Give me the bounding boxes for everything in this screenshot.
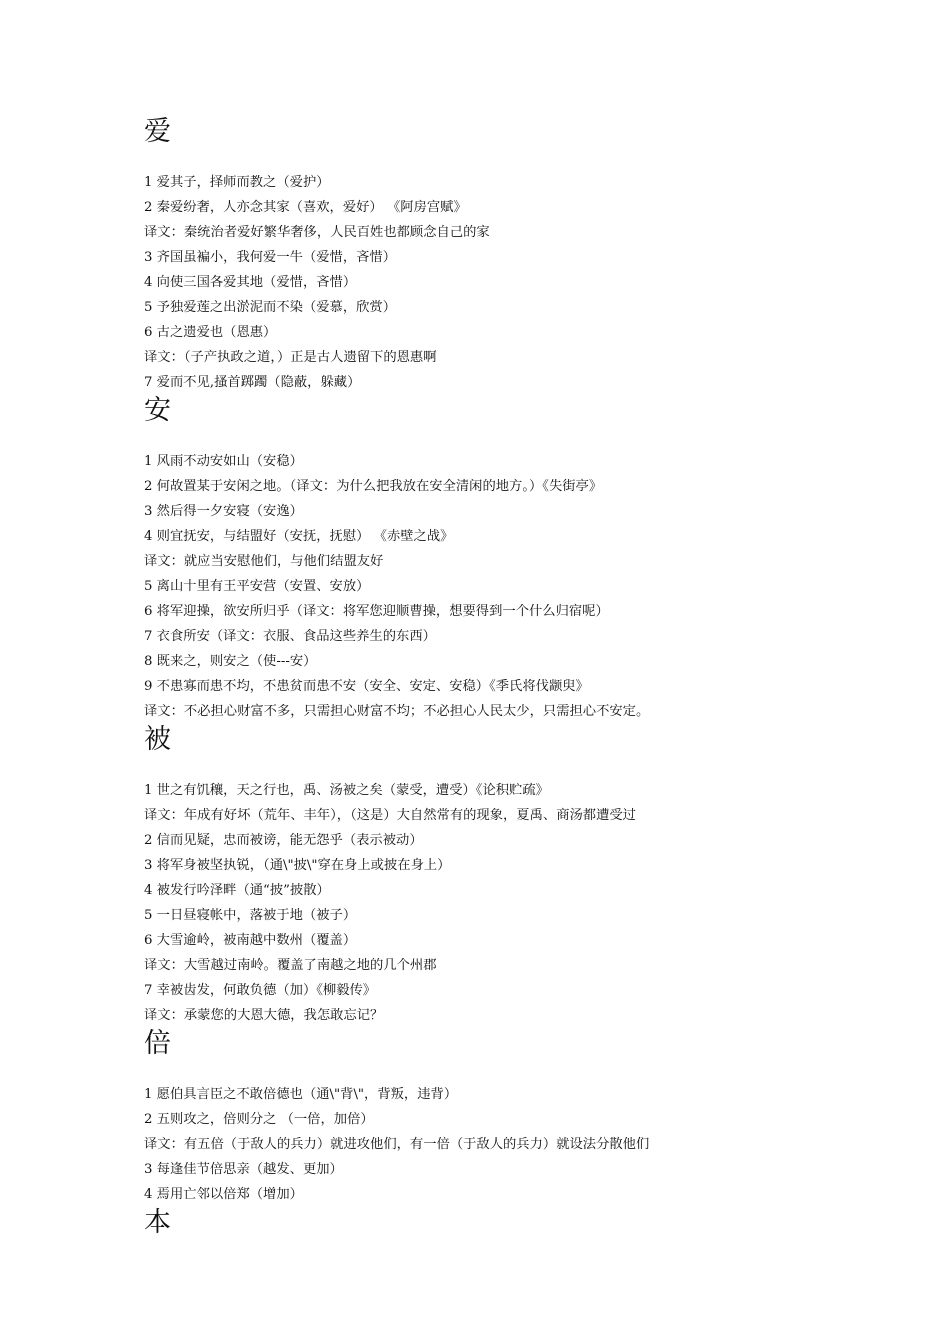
- document-content: [144, 116, 844, 1245]
- entry-line: 1 风雨不动安如山（安稳）: [144, 454, 303, 469]
- section-0: [144, 116, 844, 395]
- entry-line: 1 爱其子，择师而教之（爱护）: [144, 175, 330, 190]
- section-2: [144, 724, 844, 1028]
- entry-line: 3 然后得一夕安寝（安逸）: [144, 504, 303, 519]
- entry-line: 4 则宜抚安，与结盟好（安抚，抚慰） 《赤壁之战》: [144, 529, 454, 544]
- entry-line: 2 何故置某于安闲之地。（译文：为什么把我放在安全清闲的地方。）《失街亭》: [144, 479, 603, 494]
- entry-line: 译文：就应当安慰他们，与他们结盟友好: [144, 554, 384, 569]
- section-heading: 本: [144, 1207, 171, 1238]
- entry-line: 2 信而见疑，忠而被谤，能无怨乎（表示被动）: [144, 833, 423, 848]
- entry-line: 3 齐国虽褊小，我何爱一牛（爱惜，吝惜）: [144, 250, 397, 265]
- entry-list: [144, 449, 844, 724]
- entry-line: 4 被发行吟泽畔（通“披”披散）: [144, 883, 330, 898]
- entry-line: 6 将军迎操，欲安所归乎（译文：将军您迎顺曹操，想要得到一个什么归宿呢）: [144, 604, 609, 619]
- entry-line: 译文：（子产执政之道，）正是古人遗留下的恩惠啊: [144, 350, 437, 365]
- entry-list: [144, 170, 844, 395]
- entry-line: 5 予独爱莲之出淤泥而不染（爱慕，欣赏）: [144, 300, 397, 315]
- entry-line: 4 焉用亡邻以倍郑（增加）: [144, 1187, 303, 1202]
- entry-line: 5 一日昼寝帐中，落被于地（被子）: [144, 908, 357, 923]
- entry-line: 译文：大雪越过南岭。覆盖了南越之地的几个州郡: [144, 958, 437, 973]
- entry-list: [144, 778, 844, 1028]
- section-heading: 安: [144, 395, 171, 426]
- entry-line: 7 幸被齿发，何敢负德（加）《柳毅传》: [144, 983, 377, 998]
- section-heading: 爱: [144, 116, 171, 147]
- entry-line: 译文：承蒙您的大恩大德，我怎敢忘记？: [144, 1008, 384, 1023]
- entry-line: 4 向使三国各爱其地（爱惜，吝惜）: [144, 275, 357, 290]
- entry-line: 8 既来之，则安之（使---安）: [144, 654, 317, 669]
- section-3: [144, 1028, 844, 1207]
- section-1: [144, 395, 844, 724]
- entry-line: 7 衣食所安（译文：衣服、食品这些养生的东西）: [144, 629, 436, 644]
- entry-line: 9 不患寡而患不均，不患贫而患不安（安全、安定、安稳）《季氏将伐颛臾》: [144, 679, 589, 694]
- entry-line: 7 爱而不见,搔首踯躅（隐蔽，躲藏）: [144, 375, 361, 390]
- entry-line: 5 离山十里有王平安营（安置、安放）: [144, 579, 370, 594]
- section-4: [144, 1207, 844, 1245]
- entry-line: 6 大雪逾岭，被南越中数州（覆盖）: [144, 933, 357, 948]
- entry-line: 1 世之有饥穰，天之行也，禹、汤被之矣（蒙受，遭受）《论积贮疏》: [144, 783, 549, 798]
- entry-line: 译文：有五倍（于敌人的兵力）就进攻他们，有一倍（于敌人的兵力）就设法分散他们: [144, 1137, 650, 1152]
- entry-list: [144, 1082, 844, 1207]
- entry-line: 6 古之遗爱也（恩惠）: [144, 325, 277, 340]
- entry-line: 译文：秦统治者爱好繁华奢侈，人民百姓也都顾念自己的家: [144, 225, 490, 240]
- entry-line: 1 愿伯具言臣之不敢倍德也（通\"背\"，背叛，违背）: [144, 1087, 458, 1102]
- entry-line: 3 每逢佳节倍思亲（越发、更加）: [144, 1162, 343, 1177]
- section-heading: 倍: [144, 1028, 171, 1059]
- entry-line: 2 秦爱纷奢，人亦念其家（喜欢，爱好） 《阿房宫赋》: [144, 200, 467, 215]
- section-heading: 被: [144, 724, 171, 755]
- entry-line: 3 将军身被坚执锐，（通\"披\"穿在身上或披在身上）: [144, 858, 451, 873]
- entry-line: 2 五则攻之，倍则分之 （一倍，加倍）: [144, 1112, 374, 1127]
- entry-line: 译文：年成有好坏（荒年、丰年），（这是）大自然常有的现象，夏禹、商汤都遭受过: [144, 808, 636, 823]
- entry-line: 译文：不必担心财富不多，只需担心财富不均；不必担心人民太少，只需担心不安定。: [144, 704, 650, 719]
